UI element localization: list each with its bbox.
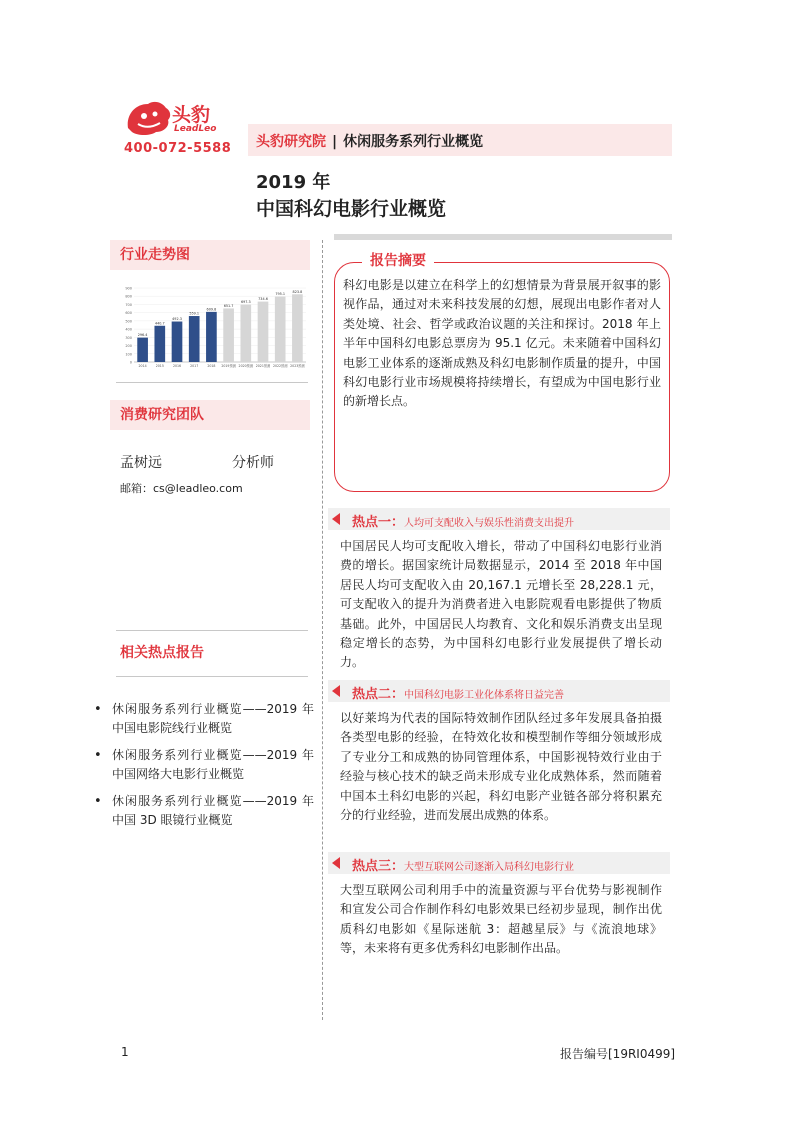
summary-title: 报告摘要 — [362, 250, 434, 270]
hotspot-2-header — [328, 680, 670, 702]
chart-x-tick-label: 2023预测 — [290, 364, 305, 368]
chart-data-label: 734.6 — [258, 297, 268, 302]
trend-section-title: 行业走势图 — [110, 240, 310, 270]
chart-y-tick-label: 700 — [125, 302, 132, 307]
chart-data-label: 296.4 — [137, 333, 148, 338]
chart-y-tick-label: 600 — [125, 311, 132, 316]
hotspot-2-text: 以好莱坞为代表的国际特效制作团队经过多年发展具备拍摄各类型电影的经验，在特效化妆和模型制作等细分领域形成了专业分工和成熟的协同管理体系，中国影视特效行业由于经验与核心技术的缺乏尚未形成专业化成熟体系，然而随着中国本土科幻电影的兴起，科幻电影产业链各部分将积累充分的行业经验，进而发展出成熟的体系。 — [340, 711, 662, 823]
series-header — [256, 131, 483, 151]
chart-y-tick-label: 400 — [125, 327, 132, 332]
report-year: 2019 年 — [256, 172, 331, 193]
chart-x-tick-label: 2021预测 — [255, 364, 271, 368]
logo-english: LeadLeo — [174, 124, 217, 134]
hotspot-1-header — [328, 508, 670, 530]
chart-y-tick-label: 800 — [125, 294, 132, 299]
chart-bar — [189, 316, 200, 362]
chart-data-label: 440.7 — [154, 321, 165, 326]
header-separator: | — [332, 134, 338, 150]
series-name: 休闲服务系列行业概览 — [343, 134, 484, 150]
chart-x-tick-label: 2016 — [172, 364, 182, 368]
chart-y-tick-label: 100 — [125, 352, 132, 357]
triangle-marker-icon — [332, 513, 340, 525]
chart-bar — [258, 302, 269, 362]
industry-trend-chart — [120, 280, 310, 372]
chart-x-tick-label: 2017 — [190, 364, 199, 368]
related-section-title: 相关热点报告 — [110, 638, 310, 668]
chart-x-tick-label: 2015 — [155, 364, 164, 368]
chart-bar — [206, 312, 217, 362]
report-title: 中国科幻电影行业概览 — [256, 198, 447, 220]
chart-x-tick-label: 2014 — [138, 364, 147, 368]
analyst-name: 孟树远 — [120, 455, 162, 471]
contact-phone: 400-072-5588 — [124, 141, 232, 156]
institute-name: 头豹研究院 — [256, 134, 326, 150]
logo-chinese: 头豹 — [172, 104, 211, 126]
column-divider — [322, 240, 323, 1020]
chart-bar — [240, 305, 251, 362]
chart-x-tick-label: 2018 — [207, 364, 216, 368]
page-number: 1 — [121, 1045, 129, 1059]
hotspot-1-text: 中国居民人均可支配收入增长，带动了中国科幻电影行业消费的增长。据国家统计局数据显示，2014 至 2018 年中国居民人均可支配收入由 20,167.1 元增长至 28,228.1 元，可支配收入的提升为消费者进入电影院观看电影提供了物质基础。此外，中国居民人均教育、文化和娱乐消费支出呈现稳定增长的态势，为中国科幻电影行业发展提供了增长动力。 — [340, 539, 662, 670]
hotspot-3-text: 大型互联网公司利用手中的流量资源与平台优势与影视制作和宣发公司合作制作科幻电影效果已经初步显现，制作出优质科幻电影如《星际迷航 3：超越星辰》与《流浪地球》等，未来将有更多优秀科幻电影制作出品。 — [340, 883, 662, 956]
hotspot-label: 热点二： — [352, 687, 405, 702]
chart-data-label: 559.1 — [189, 311, 200, 316]
chart-data-label: 492.3 — [172, 317, 182, 322]
analyst-email[interactable]: 邮箱：cs@leadleo.com — [120, 482, 243, 495]
chart-y-tick-label: 300 — [125, 335, 132, 340]
chart-data-label: 823.8 — [292, 289, 303, 294]
related-report-item[interactable]: • 休闲服务系列行业概览——2019 年中国网络大电影行业概览 — [92, 746, 314, 784]
chart-y-tick-label: 200 — [125, 344, 132, 349]
report-number: 报告编号[19RI0499] — [560, 1047, 676, 1061]
triangle-marker-icon — [332, 857, 340, 869]
chart-data-label: 609.8 — [206, 307, 217, 312]
related-report-item[interactable]: • 休闲服务系列行业概览——2019 年中国电影院线行业概览 — [92, 700, 314, 738]
chart-x-tick-label: 2022预测 — [272, 364, 288, 368]
chart-data-label: 795.1 — [275, 292, 286, 297]
related-reports-list — [92, 700, 314, 838]
hotspot-title: 人均可支配收入与娱乐性消费支出提升 — [404, 518, 575, 529]
chart-bar — [154, 326, 165, 362]
hotspot-label: 热点三： — [352, 859, 405, 874]
chart-y-tick-label: 0 — [129, 360, 132, 365]
chart-bar — [223, 308, 234, 362]
chart-data-label: 697.3 — [240, 300, 251, 305]
leadleo-logo-icon — [124, 98, 174, 138]
chart-bar — [292, 294, 303, 362]
chart-bar — [172, 322, 183, 362]
hotspot-3-header — [328, 852, 670, 874]
analyst-role: 分析师 — [232, 455, 274, 471]
chart-y-tick-label: 500 — [125, 319, 132, 324]
related-report-item[interactable]: • 休闲服务系列行业概览——2019 年中国 3D 眼镜行业概览 — [92, 792, 314, 830]
team-section-title: 消费研究团队 — [110, 400, 310, 430]
chart-x-tick-label: 2020预测 — [238, 364, 254, 368]
triangle-marker-icon — [332, 685, 340, 697]
hotspot-title: 中国科幻电影工业化体系将日益完善 — [404, 690, 565, 701]
chart-bar — [275, 297, 286, 362]
chart-data-label: 651.7 — [223, 303, 234, 308]
section-divider — [116, 630, 308, 631]
summary-text: 科幻电影是以建立在科学上的幻想情景为背景展开叙事的影视作品，通过对未来科技发展的幻想，展现出电影作者对人类处境、社会、哲学或政治议题的关注和探讨。2018 年上半年中国科幻电影总票房为 95.1 亿元。未来随着中国科幻电影工业体系的逐渐成熟及科幻电影制作质量的提升，中国科幻电影行业市场规模将持续增长，有望成为中国电影行业的新增长点。 — [343, 278, 661, 409]
hotspot-title: 大型互联网公司逐渐入局科幻电影行业 — [404, 862, 575, 873]
hotspot-label: 热点一： — [352, 515, 405, 530]
chart-y-tick-label: 900 — [125, 286, 132, 291]
summary-top-bar — [334, 234, 672, 240]
chart-bar — [137, 338, 148, 362]
chart-x-tick-label: 2019预测 — [221, 364, 236, 368]
section-divider — [116, 382, 308, 383]
section-divider — [116, 676, 308, 677]
